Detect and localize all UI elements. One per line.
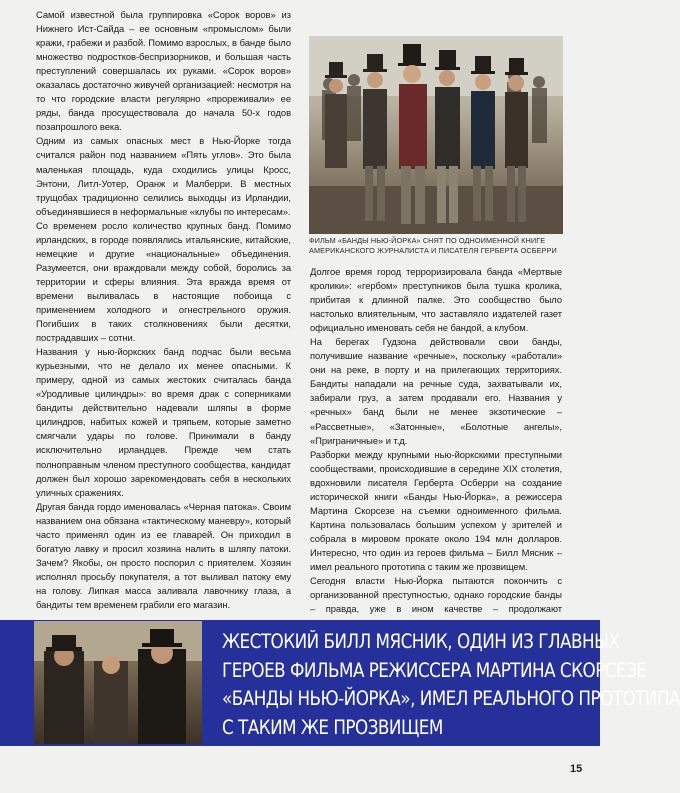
- banner-photo-illustration: [34, 621, 202, 744]
- right-text-column: [310, 265, 562, 630]
- banner-line-2: ГЕРОЕВ ФИЛЬМА РЕЖИССЕРА МАРТИНА СКОРСЕЗЕ: [222, 658, 647, 682]
- film-still-photo: [309, 36, 563, 234]
- paragraph-today: Сегодня власти Нью-Йорка пытаются покончить с организованной преступностью, однако городские банды – правда, уже в ином качестве – продолжают: [310, 575, 562, 615]
- banner-film-photo: [34, 621, 202, 744]
- paragraph-gang-growth: Со временем росло количество крупных банд. Помимо ирландских, в городе появлялись итальянские, китайские, немецкие и другие «национальные» объединения. Разумеется, они враждовали между собой, боролись за территории и сферы влияния. Эта вражда время от времени выливалась в настоящие побоища с применением холодного и огнестрельного оружия. Погибших в таких столкновениях были десятки, пострадавших – сотни.: [36, 219, 291, 344]
- paragraph-film-history: Разборки между крупными нью-йоркскими преступными сообществами, происходившие в середине XIX столетия, вдохновили писателя Герберта Осберри на создание исторической книги «Банды Нью-Йорка», а режиссера Мартина Скорсезе на съемки одноименного фильма. Картина пользовалась большим успехом у зрителей и собрала в мировом прокате около 194 млн долларов. Интересно, что один из героев фильма – Билл Мясник – имел реального прототипа с таким же прозвищем.: [310, 448, 562, 572]
- paragraph-five-points: Одним из самых опасных мест в Нью-Йорке тогда считался район под названием «Пять углов». Это была маленькая площадь, куда сходились улицы Кросс, Энтони, Литл-Уотер, Оранж и Малберри. В местных трущобах традиционно селились выходцы из Ирландии, объединявшиеся в неформальные «клубы по интересам».: [36, 135, 291, 217]
- banner-line-1: ЖЕСТОКИЙ БИЛЛ МЯСНИК, ОДИН ИЗ ГЛАВНЫХ: [222, 630, 620, 653]
- banner-line-4: С ТАКИМ ЖЕ ПРОЗВИЩЕМ: [222, 715, 443, 739]
- banner-quote-text: [222, 628, 680, 742]
- paragraph-dead-rabbits: Долгое время город терроризировала банда «Мертвые кролики»: «гербом» преступников была тушка кролика, прибитая к длинной палке. Это сообщество было настолько влиятельным, что заставляло издателей газет официально именовать себя не бандой, а клубом.: [310, 266, 562, 334]
- photo-caption: ФИЛЬМ «БАНДЫ НЬЮ-ЙОРКА» СНЯТ ПО ОДНОИМЕННОЙ КНИГЕ АМЕРИКАНСКОГО ЖУРНАЛИСТА И ПИСАТЕЛЯ ГЕРБЕРТА ОСБЕРРИ: [309, 236, 557, 255]
- film-still-illustration: [309, 36, 563, 234]
- paragraph-plug-uglies: Названия у нью-йоркских банд подчас были весьма курьезными, что не делало их менее опасными. К примеру, одной из самых жестоких считалась банда «Уродливые цилиндры»: во время драк с соперниками бандиты действительно надевали шляпы в форме цилиндров, набитых кожей и тряпьем, которые заметно смягчали удары по голове. Принимали в банду исключительно ирландцев. Прежде чем стать полноправным членом преступного сообщества, кандидат должен был хорошо зарекомендовать себя в нескольких уличных сражениях.: [36, 346, 291, 498]
- banner-line-3: «БАНДЫ НЬЮ-ЙОРКА», ИМЕЛ РЕАЛЬНОГО ПРОТОТИПА: [222, 687, 680, 711]
- paragraph-river-gangs: На берегах Гудзона действовали свои банды, получившие название «речные», поскольку «работали» они на реке, в порту и на прилегающих территориях. Бандиты нападали на речные суда, захватывали их, забирали груз, а затем продавали его. Названия у «речных» банд были не менее экзотические – «Рассветные», «Затонные», «Болотные ангелы», «Приграничные» и т.д.: [310, 336, 562, 446]
- paragraph-black-molasses: Другая банда гордо именовалась «Черная патока». Своим названием она обязана «тактическому маневру», который часто применял один из ее главарей. Он приходил в богатую лавку и просил хозяина налить в шляпу патоки. Зачем? Якобы, он просто поспорил с приятелем. Хозяин исполнял просьбу покупателя, а тот выливал патоку ему на голову. Липкая масса заливала лавочнику глаза, а бандиты тем временем грабили его магазин.: [36, 500, 291, 610]
- left-text-column: [36, 8, 291, 612]
- paragraph-forty-thieves: Самой известной была группировка «Сорок воров» из Нижнего Ист-Сайда – ее основным «промыслом» были кражи, грабежи и разбой. Помимо взрослых, в банде было множество подростков-беспризорников, и большая часть преступлений совершалась их руками. «Сорок воров» оказалась достаточно живучей организацией: несмотря на то что городские власти регулярно «прореживали» ее ряды, банда просуществовала до начала 50-х годов позапрошлого века.: [36, 9, 291, 133]
- page-number: 15: [570, 763, 583, 775]
